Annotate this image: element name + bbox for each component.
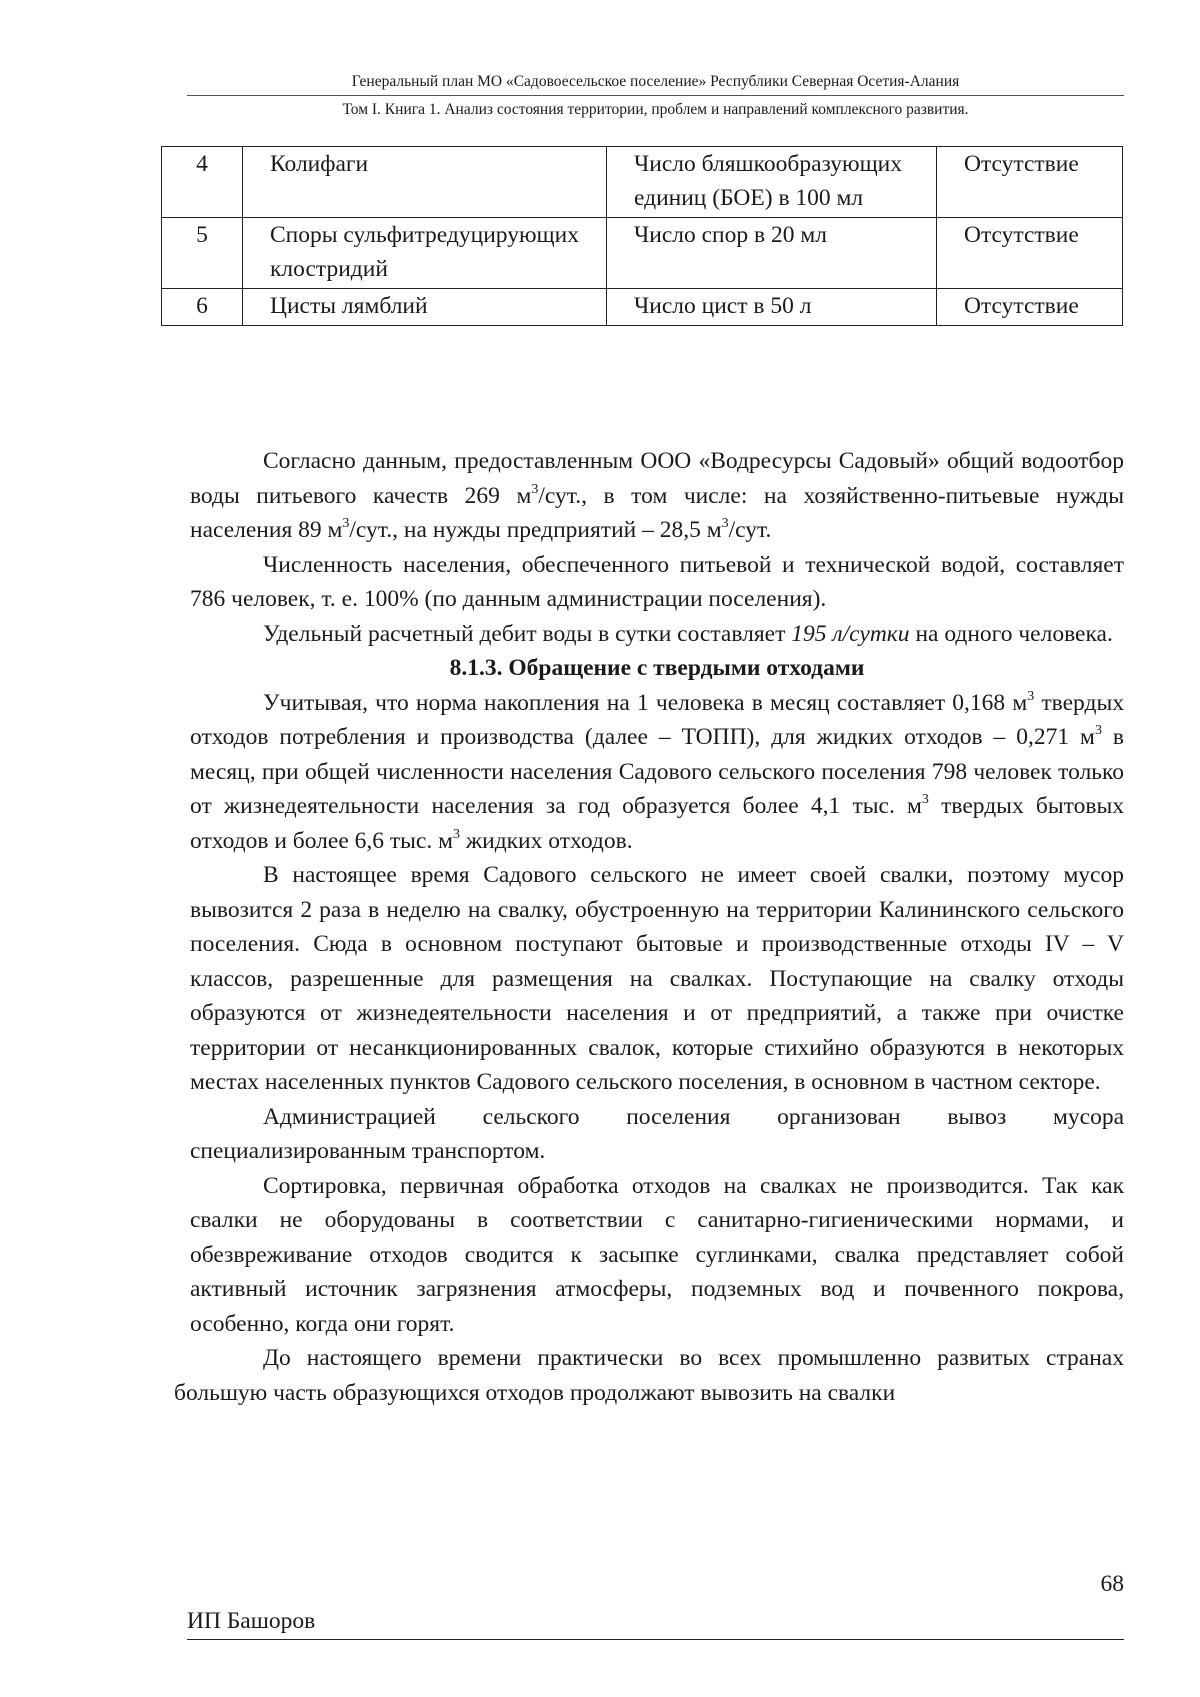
norm-value: Отсутствие xyxy=(937,218,1123,289)
table-row xyxy=(162,147,1123,218)
indicator-name: Колифаги xyxy=(243,147,607,218)
header-title-line: Генеральный план МО «Садовоесельское поселение» Республики Северная Осетия-Алания xyxy=(187,68,1124,96)
row-number: 4 xyxy=(162,147,243,218)
norm-value: Отсутствие xyxy=(937,147,1123,218)
table-row xyxy=(162,218,1123,289)
row-number: 5 xyxy=(162,218,243,289)
measurement-unit: Число бляшкообразующих единиц (БОЕ) в 100 мл xyxy=(607,147,937,218)
water-quality-table xyxy=(161,146,1123,326)
paragraph-waste-norms: Учитывая, что норма накопления на 1 человека в месяц составляет 0,168 $м^3$ твердых отходов потребления и производства (далее – ТОПП), для жидких отходов – 0,271 $м^3$ в месяц, при общей численности населения Садового сельского поселения 798 человек только от жизнедеятельности населения за год образуется более 4,1 тыс. $м^3$ твердых бытовых отходов и более 6,6 тыс. $м^3$ жидких отходов. xyxy=(190,688,1125,854)
norm-value: Отсутствие xyxy=(937,289,1123,326)
measurement-unit: Число спор в 20 мл xyxy=(607,218,937,289)
paragraph-population-supply: Численность населения, обеспеченного питьевой и технической водой, составляет 786 человек, т. е. 100% (по данным администрации поселения). xyxy=(190,551,1124,612)
running-header xyxy=(187,68,1124,123)
row-number: 6 xyxy=(162,289,243,326)
header-subtitle-line: Том I. Книга 1. Анализ состояния территории, проблем и направлений комплексного развития. xyxy=(342,101,969,118)
section-heading: 8.1.3. Обращение с твердыми отходами xyxy=(449,655,865,681)
paragraph-sorting: Сортировка, первичная обработка отходов на свалках не производится. Так как свалки не оборудованы в соответствии с санитарно-гигиеническими нормами, и обезвреживание отходов сводится к засыпке суглинками, свалка представляет собой активный источник загрязнения атмосферы, подземных вод и почвенного покрова, особенно, когда они горят. xyxy=(190,1172,1124,1337)
footer-author: ИП Башоров xyxy=(187,1604,1124,1640)
paragraph-specific-debit: Удельный расчетный дебит воды в сутки составляет 195 л/сутки на одного человека. xyxy=(263,620,1113,647)
paragraph-water-intake: Согласно данным, предоставленным ООО «Водресурсы Садовый» общий водоотбор воды питьевого качеств 269 $м^3$/сут., в том числе: на хозяйственно-питьевые нужды населения 89 $м^3$/сут., на нужды предприятий – 28,5 $м^3$/сут. xyxy=(190,448,1125,543)
measurement-unit: Число цист в 50 л xyxy=(607,289,937,326)
table-row xyxy=(162,289,1123,326)
page-number: 68 xyxy=(1100,1571,1124,1597)
paragraph-garbage-removal: Администрацией сельского поселения организован вывоз мусора специализированным транспортом. xyxy=(190,1103,1124,1164)
paragraph-industrial-countries: До настоящего времени практически во всех промышленно развитых странах большую часть образующихся отходов продолжают вывозить на свалки xyxy=(174,1345,1124,1406)
paragraph-landfill: В настоящее время Садового сельского не имеет своей свалки, поэтому мусор вывозится 2 раза в неделю на свалку, обустроенную на территории Калининского сельского поселения. Сюда в основном поступают бытовые и производственные отходы IV – V классов, разрешенные для размещения на свалках. Поступающие на свалку отходы образуются от жизнедеятельности населения и от предприятий, а также при очистке территории от несанкционированных свалок, которые стихийно образуются в некоторых местах населенных пунктов Садового сельского поселения, в основном в частном секторе. xyxy=(190,862,1124,1095)
indicator-name: Цисты лямблий xyxy=(243,289,607,326)
indicator-name: Споры сульфитредуцирующих клостридий xyxy=(243,218,607,289)
document-body xyxy=(174,444,1125,1410)
